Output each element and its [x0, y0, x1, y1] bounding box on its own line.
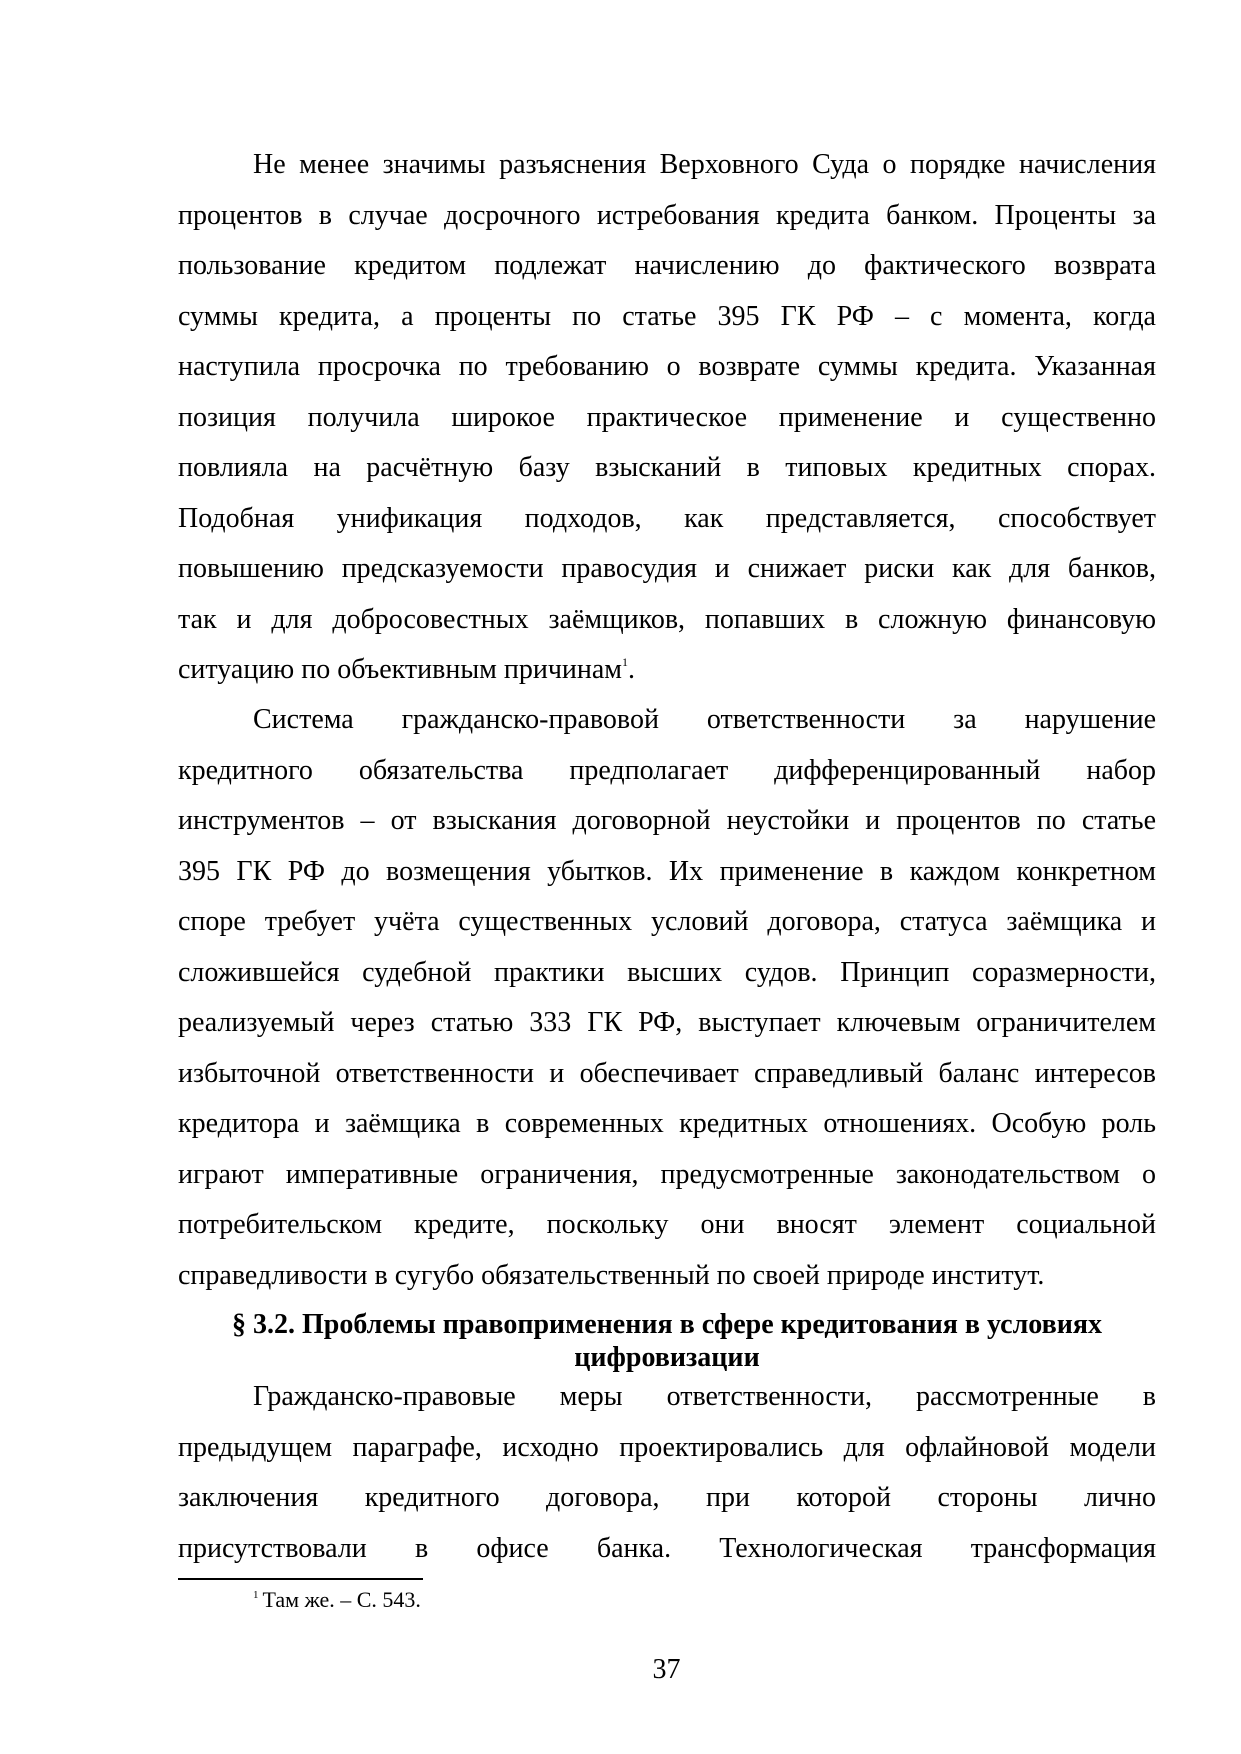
text-line: Подобная унификация подходов, как представляется, способствует	[178, 502, 1156, 534]
text-line: Система гражданско-правовой ответственности за нарушение	[253, 704, 1156, 735]
section-heading-line: цифровизации	[574, 1342, 760, 1373]
text-line: избыточной ответственности и обеспечивает справедливый баланс интересов	[178, 1057, 1156, 1089]
text-line: присутствовали в офисе банка. Технологическая трансформация	[178, 1532, 1156, 1564]
text-line: потребительском кредите, поскольку они вносят элемент социальной	[178, 1209, 1156, 1240]
text-line: Гражданско-правовые меры ответственности, рассмотренные в	[253, 1381, 1156, 1412]
paragraph-2	[178, 695, 1156, 1301]
section-heading	[178, 1308, 1156, 1374]
sentence-end: .	[628, 654, 636, 685]
text-line: Не менее значимы разъяснения Верховного Суда о порядке начисления	[253, 149, 1156, 180]
text-line: сложившейся судебной практики высших судов. Принцип соразмерности,	[178, 956, 1156, 988]
page-number: 37	[652, 1654, 681, 1685]
text-line: играют императивные ограничения, предусмотренные законодательством о	[178, 1158, 1156, 1190]
text-line: кредитора и заёмщика в современных кредитных отношениях. Особую роль	[178, 1108, 1156, 1139]
footnote-mark: 1	[253, 1589, 259, 1601]
text-line: реализуемый через статью 333 ГК РФ, выступает ключевым ограничителем	[178, 1007, 1156, 1038]
footnote-separator	[178, 1578, 423, 1580]
text-line: повлияла на расчётную базу взысканий в типовых кредитных спорах.	[178, 452, 1156, 483]
text-line: кредитного обязательства предполагает дифференцированный набор	[178, 754, 1156, 786]
footnote	[253, 1585, 421, 1619]
text-line: процентов в случае досрочного истребования кредита банком. Проценты за	[178, 199, 1156, 231]
text-line: справедливости в сугубо обязательственный по своей природе институт.	[178, 1259, 1045, 1291]
text-line: споре требует учёта существенных условий договора, статуса заёмщика и	[178, 906, 1156, 937]
text-line-content: ситуацию по объективным причинам	[178, 654, 623, 685]
text-line: суммы кредита, а проценты по статье 395 ГК РФ – с момента, когда	[178, 300, 1156, 332]
text-line: заключения кредитного договора, при которой стороны лично	[178, 1482, 1156, 1513]
text-line: предыдущем параграфе, исходно проектировались для офлайновой модели	[178, 1431, 1156, 1463]
text-line: пользование кредитом подлежат начислению до фактического возврата	[178, 250, 1156, 281]
section-heading-line: § 3.2. Проблемы правоприменения в сфере кредитования в условиях	[231, 1309, 1103, 1340]
text-line: наступила просрочка по требованию о возврате суммы кредита. Указанная	[178, 351, 1156, 382]
footnote-text: Там же. – С. 543.	[262, 1587, 421, 1612]
text-line: так и для добросовестных заёмщиков, попавших в сложную финансовую	[178, 603, 1156, 635]
text-line: 395 ГК РФ до возмещения убытков. Их применение в каждом конкретном	[178, 855, 1156, 887]
text-line: повышению предсказуемости правосудия и снижает риски как для банков,	[178, 553, 1156, 584]
text-line	[178, 645, 1156, 696]
paragraph-3	[178, 1372, 1156, 1574]
footnote-reference: 1	[622, 655, 629, 669]
text-line: позиция получила широкое практическое применение и существенно	[178, 401, 1156, 433]
paragraph-1	[178, 140, 1156, 696]
text-line: инструментов – от взыскания договорной неустойки и процентов по статье	[178, 805, 1156, 836]
